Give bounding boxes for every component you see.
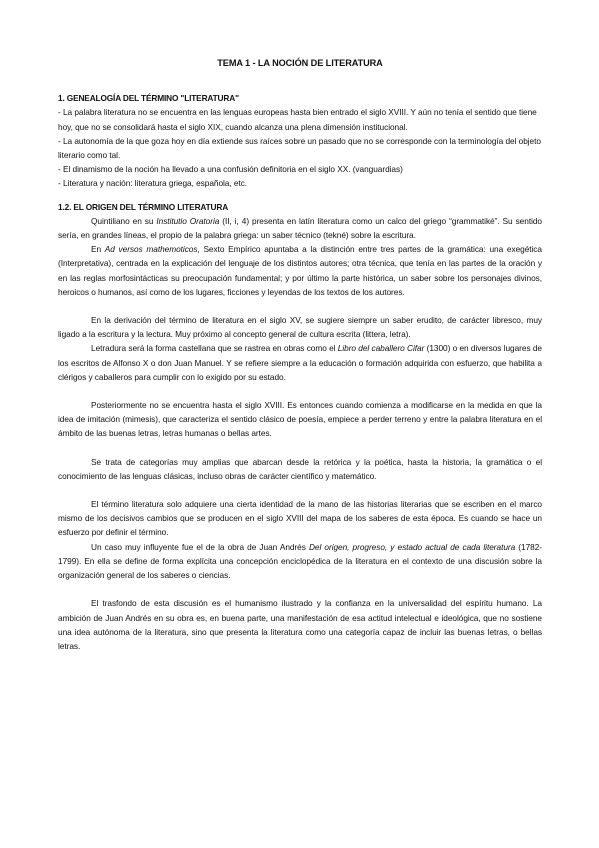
text-run: Quintiliano en su: [91, 215, 157, 226]
bullet-item: - El dinamismo de la noción ha llevado a una confusión definitoria en el siglo XX. (vanguardias): [58, 164, 403, 175]
italic-title: Libro del caballero Cifar: [337, 343, 425, 354]
body-text: [58, 214, 542, 653]
bullet-item: - Literatura y nación: literatura griega, española, etc.: [58, 178, 248, 189]
paragraph-quintiliano: [58, 214, 542, 242]
paragraph-siglo-xv: En la derivación del término de literatura en el siglo XV, se sugiere siempre un saber erudito, de carácter libresco, muy ligado a la escritura y la lectura. Muy próximo al concepto general de cultura escrita (littera, letra).: [58, 315, 542, 340]
text-run: (1782-1799). En ella se define de forma explícita una concepción enciclopédica de la literatura en el contexto de una discusión sobre la organización general de los saberes o ciencias.: [58, 541, 542, 581]
paragraph-letradura: [58, 341, 542, 384]
bullet-list: [58, 105, 542, 190]
text-run: En: [91, 244, 105, 255]
text-run: , Sexto Empírico apuntaba a la distinción entre tres partes de la gramática: una exegética (Interpretativa), centrada en la explicación del lenguaje de los distintos autores; otra técnica, que tenía en las partes de la oración y en las reglas morfosintácticas su preocupación fundamental; y por último la parte histórica, un saber sobre los personajes divinos, heroicos o humanos, así como de los lugares, ficciones y leyendas de los textos de los autores.: [58, 244, 542, 297]
text-run: (1300) o en diversos lugares de los escritos de Alfonso X o don Juan Manuel. Y se refiere siempre a la educación o formación adquirida con esfuerzo, que habilita a clérigos y caballeros para cumplir con lo exigido por su estado.: [58, 343, 542, 382]
italic-title: Ad versos mathemoticos: [104, 244, 198, 255]
bullet-item: - La autonomía de la que goza hoy en día extiende sus raíces sobre un pasado que no se corresponde con la terminología del objeto literario como tal.: [58, 135, 541, 161]
paragraph-sexto-empirico: [58, 242, 542, 299]
section-heading-origen: 1.2. EL ORIGEN DEL TÉRMINO LITERATURA: [58, 201, 229, 212]
section-heading-genealogia: 1. GENEALOGÍA DEL TÉRMINO "LITERATURA": [58, 93, 239, 104]
paragraph-humanismo: El trasfondo de esta discusión es el humanismo ilustrado y la confianza en la universalidad del espíritu humano. La ambición de Juan Andrés en su obra es, en buena parte, una manifestación de esa actitud intelectual e ideológica, que no sostiene una idea autónoma de la literatura, sino que presenta la literatura como una categoría capaz de incluir las buenas letras, o bellas letras.: [58, 598, 542, 651]
text-run: Letradura será la forma castellana que se rastrea en obras como el: [91, 343, 338, 354]
document-title: TEMA 1 - LA NOCIÓN DE LITERATURA: [217, 58, 383, 68]
paragraph-siglo-xviii: Posteriormente no se encuentra hasta el siglo XVIII. Es entonces cuando comienza a modificarse en la medida en que la idea de imitación (mimesis), que caracteriza el sentido clásico de poesía, empiece a perder terreno y entre la palabra literatura en el ámbito de las buenas letras, letras humanas o bellas artes.: [58, 400, 542, 439]
italic-title: Del origen, progreso, y estado actual de cada literatura: [308, 541, 516, 552]
italic-title: Institutio Oratoria: [156, 215, 220, 226]
document-page: [58, 56, 542, 653]
text-run: Un caso muy influyente fue el de la obra de Juan Andrés: [91, 541, 309, 552]
bullet-item: - La palabra literatura no se encuentra en las lenguas europeas hasta bien entrado el siglo XVIII. Y aún no tenía el sentido que tiene hoy, que no se consolidará hasta el siglo XIX, cuando alcanza una plena dimensión institucional.: [58, 107, 537, 132]
text-run: (II, i, 4) presenta en latín literatura como un calco del griego “grammatiké”. Su sentido sería, en grandes líneas, el propio de la palabra griega: un saber técnico (tekné) sobre la escritura.: [58, 215, 542, 241]
paragraph-categorias: Se trata de categorías muy amplias que abarcan desde la retórica y la poética, hasta la historia, la gramática o el conocimiento de las lenguas clásicas, incluso obras de carácter científico y matemático.: [58, 456, 542, 481]
paragraph-juan-andres: [58, 540, 542, 583]
paragraph-identidad: El término literatura solo adquiere una cierta identidad de la mano de las historias literarias que se escriben en el marco mismo de los decisivos cambios que se producen en el siglo XVIII del mapa de los saberes de esta época. Es cuando se hace un esfuerzo por definir el término.: [58, 499, 542, 538]
